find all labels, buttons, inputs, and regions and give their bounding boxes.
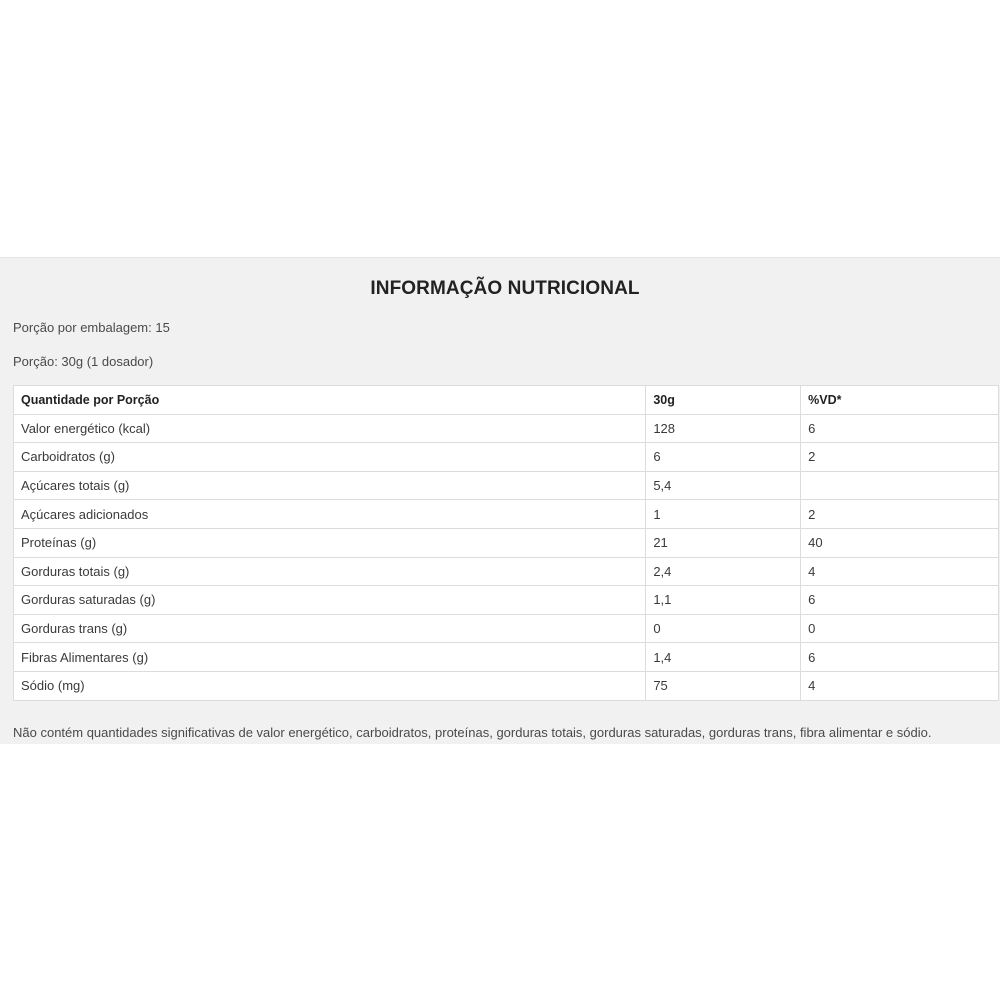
nutrient-daily-value: 2 xyxy=(801,500,999,529)
nutrient-name: Valor energético (kcal) xyxy=(14,414,646,443)
nutrient-daily-value: 6 xyxy=(801,414,999,443)
nutrient-daily-value: 40 xyxy=(801,528,999,557)
nutrient-amount: 5,4 xyxy=(646,471,801,500)
table-header-row xyxy=(14,386,999,415)
nutrient-daily-value xyxy=(801,471,999,500)
nutrient-amount: 0 xyxy=(646,614,801,643)
nutrient-amount: 1,1 xyxy=(646,586,801,615)
nutrient-daily-value: 4 xyxy=(801,557,999,586)
nutrient-daily-value: 6 xyxy=(801,586,999,615)
footnote: Não contém quantidades significativas de valor energético, carboidratos, proteínas, gorduras totais, gorduras saturadas, gorduras trans, fibra alimentar e sódio. xyxy=(13,725,932,740)
table-row xyxy=(14,471,999,500)
table-row xyxy=(14,528,999,557)
header-amount: 30g xyxy=(646,386,801,415)
nutrient-amount: 128 xyxy=(646,414,801,443)
nutrient-name: Gorduras saturadas (g) xyxy=(14,586,646,615)
nutrient-daily-value: 0 xyxy=(801,614,999,643)
nutrient-name: Carboidratos (g) xyxy=(14,443,646,472)
nutrient-name: Açúcares adicionados xyxy=(14,500,646,529)
header-daily-value: %VD* xyxy=(801,386,999,415)
nutrient-amount: 6 xyxy=(646,443,801,472)
nutrient-name: Açúcares totais (g) xyxy=(14,471,646,500)
table-row xyxy=(14,614,999,643)
portion-size: Porção: 30g (1 dosador) xyxy=(13,354,154,369)
table-row xyxy=(14,443,999,472)
nutrient-name: Sódio (mg) xyxy=(14,671,646,700)
nutrient-amount: 21 xyxy=(646,528,801,557)
table-row xyxy=(14,557,999,586)
table-row xyxy=(14,671,999,700)
nutrition-table xyxy=(13,385,999,701)
header-quantity: Quantidade por Porção xyxy=(14,386,646,415)
nutrient-name: Fibras Alimentares (g) xyxy=(14,643,646,672)
servings-per-package: Porção por embalagem: 15 xyxy=(13,320,170,335)
nutrient-amount: 1 xyxy=(646,500,801,529)
nutrition-panel xyxy=(0,257,1000,744)
nutrient-daily-value: 4 xyxy=(801,671,999,700)
nutrient-daily-value: 6 xyxy=(801,643,999,672)
table-row xyxy=(14,414,999,443)
nutrient-amount: 2,4 xyxy=(646,557,801,586)
table-row xyxy=(14,643,999,672)
nutrient-name: Gorduras totais (g) xyxy=(14,557,646,586)
nutrient-name: Gorduras trans (g) xyxy=(14,614,646,643)
table-row xyxy=(14,586,999,615)
nutrient-amount: 1,4 xyxy=(646,643,801,672)
nutrition-title: INFORMAÇÃO NUTRICIONAL xyxy=(370,278,640,299)
nutrient-amount: 75 xyxy=(646,671,801,700)
nutrient-daily-value: 2 xyxy=(801,443,999,472)
table-row xyxy=(14,500,999,529)
nutrient-name: Proteínas (g) xyxy=(14,528,646,557)
